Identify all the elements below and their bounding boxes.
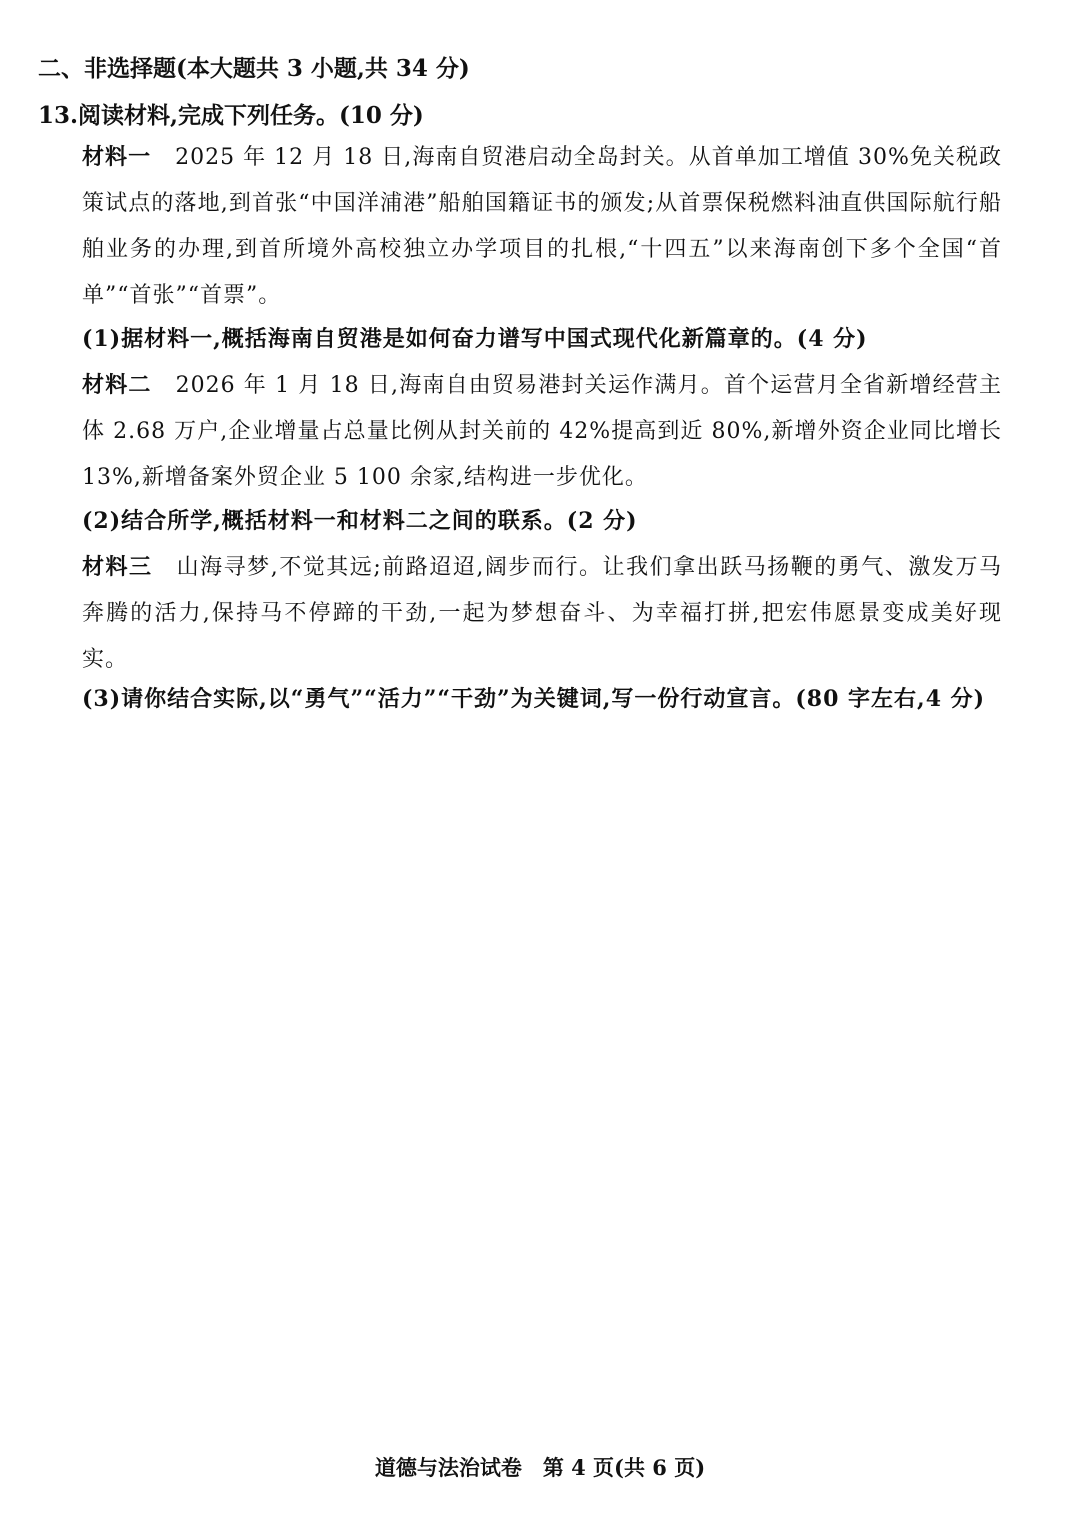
material-2-label: 材料二 xyxy=(82,372,152,398)
material-1-label: 材料一 xyxy=(82,144,152,170)
material-1-text: 2025 年 12 月 18 日,海南自贸港启动全岛封关。从首单加工增值 30%免关税政策试点的落地,到首张“中国洋浦港”船舶国籍证书的颁发;从首票保税燃料油直供国际航行船舶业务的办理,到首所境外高校独立办学项目的扎根,“十四五”以来海南创下多个全国“首单”“首张”“首票”。 xyxy=(82,145,1002,308)
material-3-text: 山海寻梦,不觉其远;前路迢迢,阔步而行。让我们拿出跃马扬鞭的勇气、激发万马奔腾的活力,保持马不停蹄的干劲,一起为梦想奋斗、为幸福打拼,把宏伟愿景变成美好现实。 xyxy=(82,555,1002,672)
material-2-text: 2026 年 1 月 18 日,海南自由贸易港封关运作满月。首个运营月全省新增经营主体 2.68 万户,企业增量占总量比例从封关前的 42%提高到近 80%,新增外资企业同比增长 13%,新增备案外贸企业 5 100 余家,结构进一步优化。 xyxy=(82,373,1002,490)
task-3-text: (3)请你结合实际,以“勇气”“活力”“干劲”为关键词,写一份行动宣言。(80 字左右,4 分) xyxy=(82,686,986,712)
page-footer: 道德与法治试卷 第 4 页(共 6 页) xyxy=(374,1455,706,1480)
task-2 xyxy=(82,498,1002,545)
material-3-label: 材料三 xyxy=(82,554,153,580)
task-1-text: (1)据材料一,概括海南自贸港是如何奋力谱写中国式现代化新篇章的。(4 分) xyxy=(82,326,868,352)
question-title: 13.阅读材料,完成下列任务。(10 分) xyxy=(38,102,424,129)
material-3 xyxy=(82,544,1002,683)
section-title: 二、非选择题(本大题共 3 小题,共 34 分) xyxy=(38,55,470,82)
material-2 xyxy=(82,362,1002,501)
task-3 xyxy=(82,676,1002,723)
task-2-text: (2)结合所学,概括材料一和材料二之间的联系。(2 分) xyxy=(82,508,638,534)
task-1 xyxy=(82,316,1002,363)
material-1 xyxy=(82,134,1002,319)
